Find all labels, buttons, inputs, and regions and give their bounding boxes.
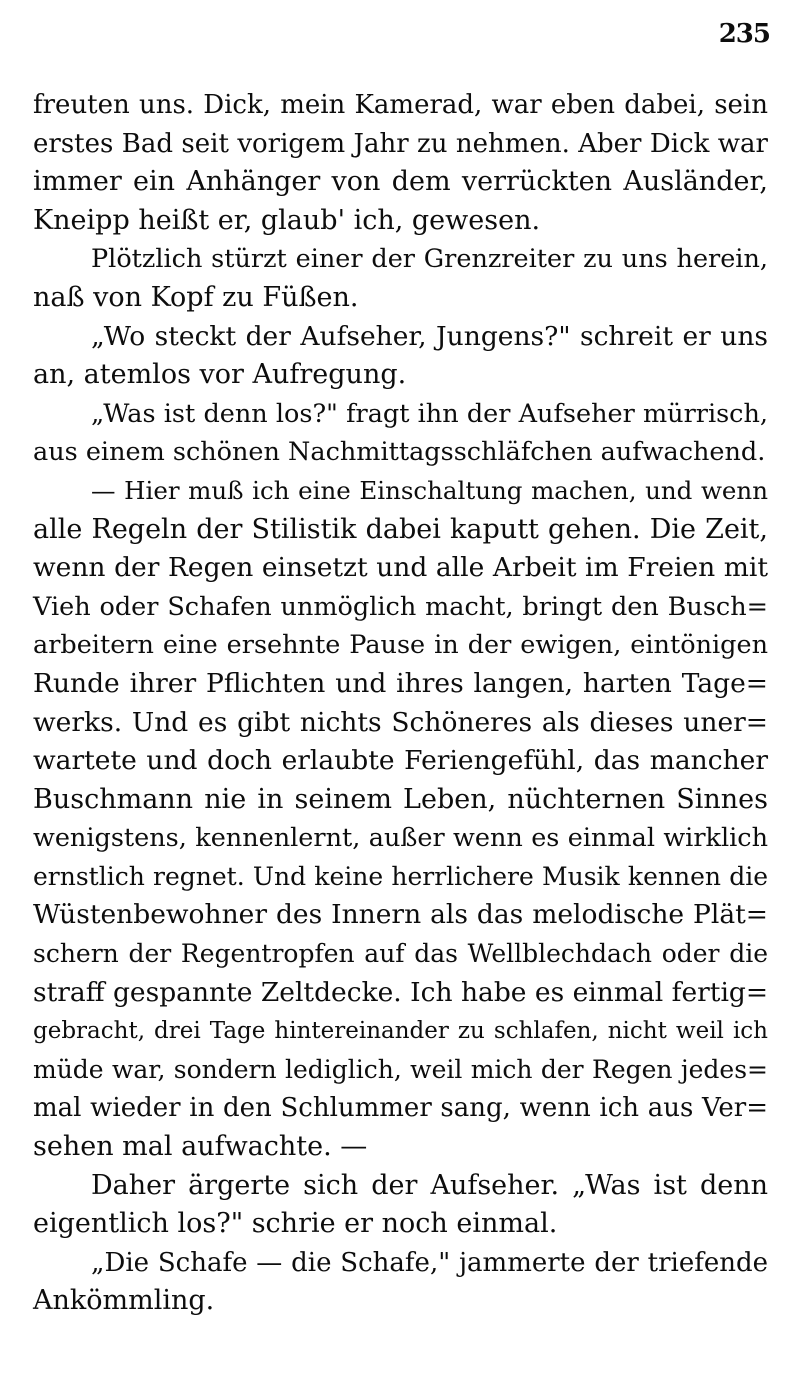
text-line: Vieh oder Schafen unmöglich macht, bringt den Busch= [33, 591, 768, 622]
text-line: schern der Regentropfen auf das Wellblechdach oder die [33, 939, 768, 969]
text-line: Daher ärgerte sich der Aufseher. „Was ist denn [91, 1169, 768, 1201]
text-line: an, atemlos vor Aufregung. [33, 359, 407, 391]
text-line: wenn der Regen einsetzt und alle Arbeit im Freien mit [33, 552, 768, 584]
text-line: Plötzlich stürzt einer der Grenzreiter zu uns herein, [91, 244, 768, 275]
text-line: freuten uns. Dick, mein Kamerad, war eben dabei, sein [33, 90, 768, 120]
text-line: wartete und doch erlaubte Feriengefühl, das mancher [33, 745, 768, 777]
text-line: erstes Bad seit vorigem Jahr zu nehmen. Aber Dick war [33, 128, 768, 159]
text-line: immer ein Anhänger von dem verrückten Ausländer, [33, 166, 768, 198]
text-line: Kneipp heißt er, glaub' ich, gewesen. [33, 204, 541, 236]
text-line: eigentlich los?" schrie er noch einmal. [33, 1208, 558, 1240]
text-line: naß von Kopf zu Füßen. [33, 281, 359, 313]
text-line: „Die Schafe — die Schafe," jammerte der triefende [91, 1247, 768, 1278]
text-line: Ankömmling. [33, 1285, 215, 1317]
text-line: Wüstenbewohner des Innern als das melodische Plät= [33, 899, 768, 931]
text-line: aus einem schönen Nachmittagsschläfchen aufwachend. [33, 437, 766, 468]
text-line: gebracht, drei Tage hintereinander zu schlafen, nicht weil ich [33, 1018, 768, 1045]
text-line: ernstlich regnet. Und keine herrlichere Musik kennen die [33, 861, 768, 891]
text-line: werks. Und es gibt nichts Schöneres als dieses uner= [33, 706, 768, 738]
text-line: arbeitern eine ersehnte Pause in der ewigen, eintönigen [33, 630, 768, 661]
body-text [33, 86, 768, 1321]
text-line: wenigstens, kennenlernt, außer wenn es einmal wirklich [33, 823, 768, 854]
text-line: alle Regeln der Stilistik dabei kaputt gehen. Die Zeit, [33, 513, 768, 545]
text-line: „Was ist denn los?" fragt ihn der Aufseher mürrisch, [91, 398, 768, 429]
text-line: straff gespannte Zeltdecke. Ich habe es einmal fertig= [33, 976, 769, 1008]
text-line: „Wo steckt der Aufseher, Jungens?" schreit er uns [91, 320, 768, 352]
text-line: — Hier muß ich eine Einschaltung machen, und wenn [91, 475, 768, 505]
text-line: mal wieder in den Schlummer sang, wenn ich aus Ver= [33, 1093, 768, 1124]
text-line: müde war, sondern lediglich, weil mich der Regen jedes= [33, 1054, 768, 1084]
text-line: Runde ihrer Pflichten und ihres langen, harten Tage= [33, 667, 768, 699]
text-line: Buschmann nie in seinem Leben, nüchternen Sinnes [33, 783, 768, 815]
text-line: sehen mal aufwachte. — [33, 1131, 368, 1163]
page-number: 235 [718, 19, 770, 49]
